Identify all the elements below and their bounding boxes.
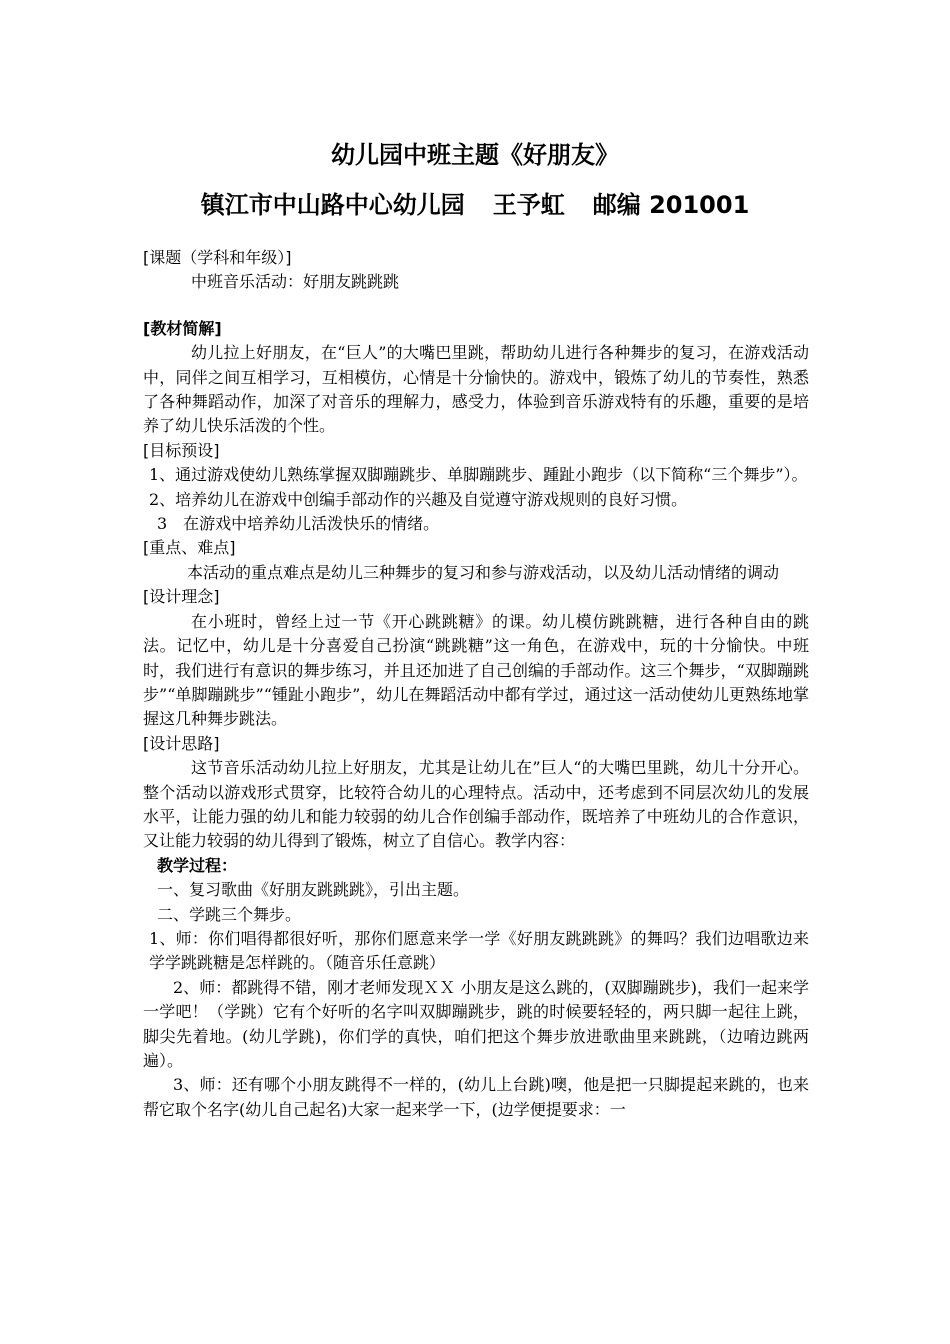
course-text: 中班音乐活动：好朋友跳跳跳 <box>191 272 400 292</box>
process-heading: 教学过程： <box>157 855 238 875</box>
course-heading: [课题（学科和年级）] <box>143 248 292 267</box>
goal-item-1: 1、通过游戏使幼儿熟练掌握双脚蹦跳步、单脚蹦跳步、踵趾小跑步（以下简称“三个舞步”）。 <box>149 465 808 485</box>
school-name: 镇江市中山路中心幼儿园 <box>200 191 465 219</box>
idea-text: 在小班时，曾经上过一节《开心跳跳糖》的课。幼儿模仿跳跳糖，进行各种自由的跳法。记忆中，幼儿是十分喜爱自己扮演“跳跳糖”这一角色，在游戏中，玩的十分愉快。中班时，我们进行有意识的舞步练习，并且还加进了自己创编的手部动作。这三个舞步，“双脚蹦跳步”“单脚蹦跳步”“锺趾小跑步”，幼儿在舞蹈活动中都有学过，通过这一活动使幼儿更熟练地掌握这几种舞步跳法。 <box>143 611 809 729</box>
key-text: 本活动的重点难点是幼儿三种舞步的复习和参与游戏活动，以及幼儿活动情绪的调动 <box>187 562 780 582</box>
process-para-2: 2、师：都跳得不错，刚才老师发现ＸＸ 小朋友是这么跳的，(双脚蹦跳步)，我们一起来学一学吧！（学跳）它有个好听的名字叫双脚蹦跳步，跳的时候要轻轻的，两只脚一起往上跳，脚尖先着地。(幼儿学跳)，你们学的真快，咱们把这个舞步放进歌曲里来跳跳，（边唷边跳两遍）。 <box>143 977 809 1070</box>
goal-item-3: 3 在游戏中培养幼儿活泼快乐的情绪。 <box>157 514 440 534</box>
process-para-1: 1、师：你们唱得都很好听，那你们愿意来学一学《好朋友跳跳跳》的舞吗？我们边唱歌边来学学跳跳糖是怎样跳的。（随音乐任意跳） <box>149 928 809 973</box>
document-body <box>143 246 809 1122</box>
goals-heading: [目标预设] <box>143 440 220 460</box>
process-step-2: 二、学跳三个舞步。 <box>157 904 302 924</box>
process-step-1: 一、复习歌曲《好朋友跳跳跳》，引出主题。 <box>157 880 470 900</box>
document-subtitle <box>0 185 950 220</box>
key-heading: [重点、难点] <box>143 538 236 558</box>
document-title: 幼儿园中班主题《好朋友》 <box>331 141 619 169</box>
postcode: 邮编 201001 <box>592 191 750 219</box>
material-text: 幼儿拉上好朋友，在“巨人”的大嘴巴里跳，帮助幼儿进行各种舞步的复习，在游戏活动中，同伴之间互相学习，互相模仿，心情是十分愉快的。游戏中，锻炼了幼儿的节奏性，熟悉了各种舞蹈动作，加深了对音乐的理解力，感受力，体验到音乐游戏特有的乐趣，重要的是培养了幼儿快乐活泼的个性。 <box>143 343 809 436</box>
goal-item-2: 2、培养幼儿在游戏中创编手部动作的兴趣及自觉遵守游戏规则的良好习惯。 <box>149 489 688 509</box>
process-para-3: 3、师：还有哪个小朋友跳得不一样的，(幼儿上台跳)噢，他是把一只脚提起来跳的，也来帮它取个名字(幼儿自己起名)大家一起来学一下，(边学便提要求：一 <box>143 1075 809 1119</box>
thought-text: 这节音乐活动幼儿拉上好朋友，尤其是让幼儿在”巨人“的大嘴巴里跳，幼儿十分开心。整个活动以游戏形式贯穿，比较符合幼儿的心理特点。活动中，还考虑到不同层次幼儿的发展水平，让能力强的幼儿和能力较弱的幼儿合作创编手部动作，既培养了中班幼儿的合作意识，又让能力较弱的幼儿得到了锻炼，树立了自信心。教学内容： <box>143 758 809 851</box>
material-heading: [教材简解] <box>143 318 222 338</box>
idea-heading: [设计理念] <box>143 587 220 607</box>
author-name: 王予虹 <box>492 191 565 219</box>
thought-heading: [设计思路] <box>143 733 220 753</box>
